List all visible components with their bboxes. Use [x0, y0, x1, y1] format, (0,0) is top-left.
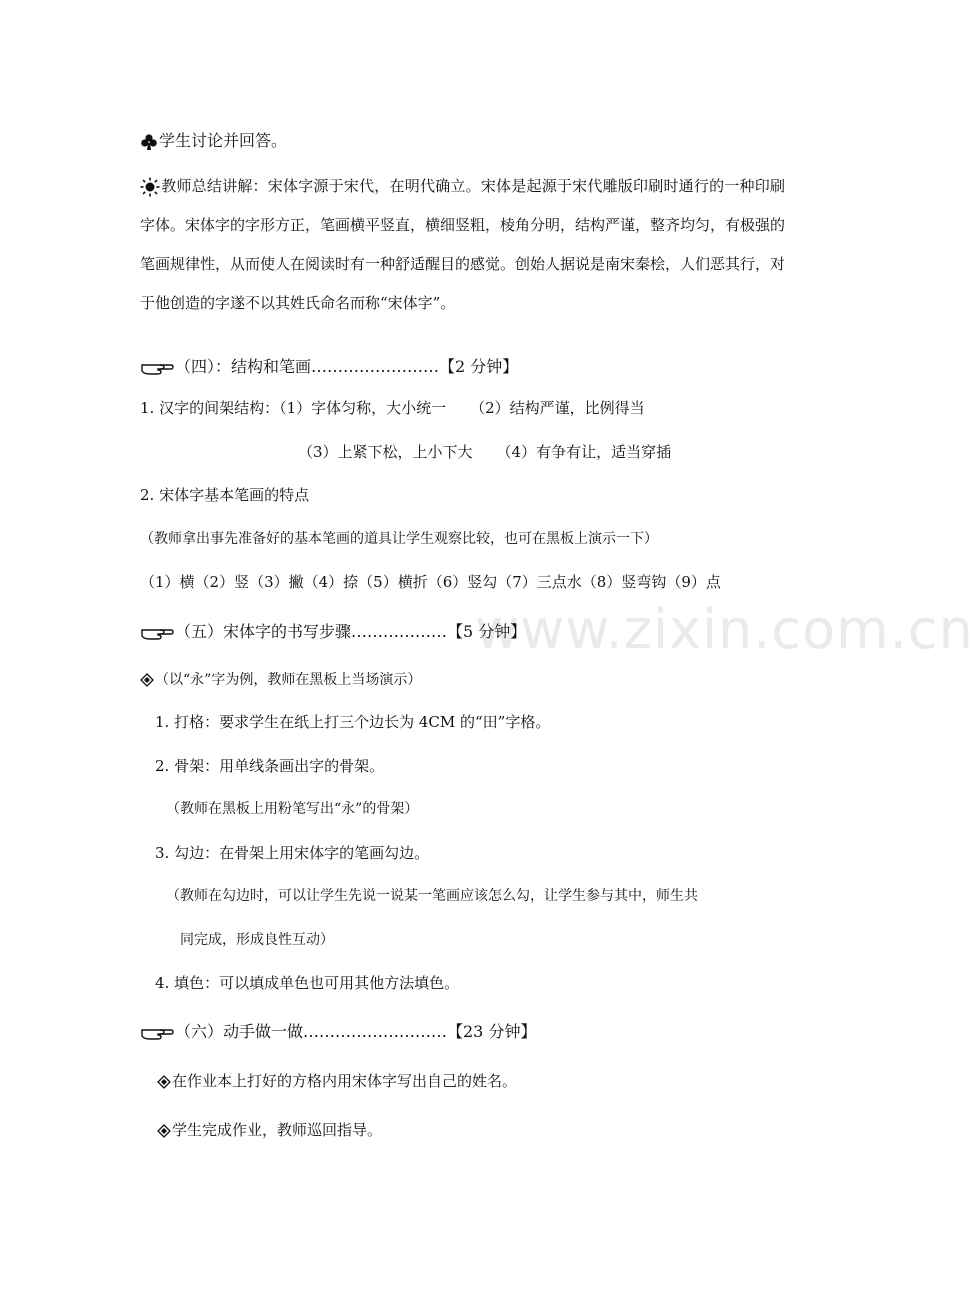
step-2-note: （教师在黑板上用粉笔写出“永”的骨架） — [166, 801, 419, 817]
step-2-skeleton: 2. 骨架：用单线条画出字的骨架。 — [155, 757, 385, 775]
step-3-note-line-2: 同完成，形成良性互动） — [180, 932, 334, 948]
structure-line-1: 1. 汉字的间架结构：（1）字体匀称，大小统一 （2）结构严谨，比例得当 — [140, 399, 645, 417]
basic-strokes-list: （1）横（2）竖（3）撇（4）捺（5）横折（6）竖勾（7）三点水（8）竖弯钩（9）点 — [140, 573, 721, 591]
section-5-heading: （五）宋体字的书写步骤………………【5 分钟】 — [140, 622, 526, 642]
diamond-bullet-icon — [140, 673, 154, 687]
diamond-bullet-icon — [157, 1075, 171, 1089]
stroke-demo-note: （教师拿出事先准备好的基本笔画的道具让学生观察比较，也可在黑板上演示一下） — [140, 531, 658, 547]
student-discussion-line: 学生讨论并回答。 — [140, 131, 287, 151]
sun-icon — [140, 177, 160, 197]
step-3-outline: 3. 勾边：在骨架上用宋体字的笔画勾边。 — [155, 844, 430, 862]
step-3-note-line-1: （教师在勾边时，可以让学生先说一说某一笔画应该怎么勾，让学生参与其中，师生共 — [166, 888, 698, 904]
stroke-features-heading: 2. 宋体字基本笔画的特点 — [140, 486, 310, 504]
section-6-heading: （六）动手做一做………………………【23 分钟】 — [140, 1022, 536, 1042]
step-1-grid: 1. 打格：要求学生在纸上打三个边长为 4CM 的“田”字格。 — [155, 713, 551, 731]
teacher-summary-paragraph: 教师总结讲解：宋体字源于宋代，在明代确立。宋体是起源于宋代雕版印刷时通行的一种印刷字体。宋体字的字形方正，笔画横平竖直，横细竖粗，棱角分明，结构严谨，整齐均匀，有极强的笔画规律性，从而使人在阅读时有一种舒适醒目的感觉。创始人据说是南宋秦桧，人们恶其行，对于他创造的字遂不以其姓氏命名而称“宋体字”。 — [140, 177, 786, 312]
club-icon — [140, 133, 158, 151]
demo-intro-line: （以“永”字为例，教师在黑板上当场演示） — [140, 670, 421, 690]
task-2-complete-homework: 学生完成作业，教师巡回指导。 — [157, 1120, 382, 1140]
pointing-hand-icon — [140, 1024, 174, 1042]
section-4-heading: （四）：结构和笔画……………………【2 分钟】 — [140, 357, 518, 377]
task-1-name-writing: 在作业本上打好的方格内用宋体字写出自己的姓名。 — [157, 1071, 517, 1091]
step-4-fill: 4. 填色：可以填成单色也可用其他方法填色。 — [155, 974, 460, 992]
structure-line-2: （3）上紧下松，上小下大 （4）有争有让，适当穿插 — [298, 443, 672, 461]
watermark: www.zixin.com.cn — [475, 598, 974, 661]
diamond-bullet-icon — [157, 1124, 171, 1138]
pointing-hand-icon — [140, 624, 174, 642]
pointing-hand-icon — [140, 359, 174, 377]
